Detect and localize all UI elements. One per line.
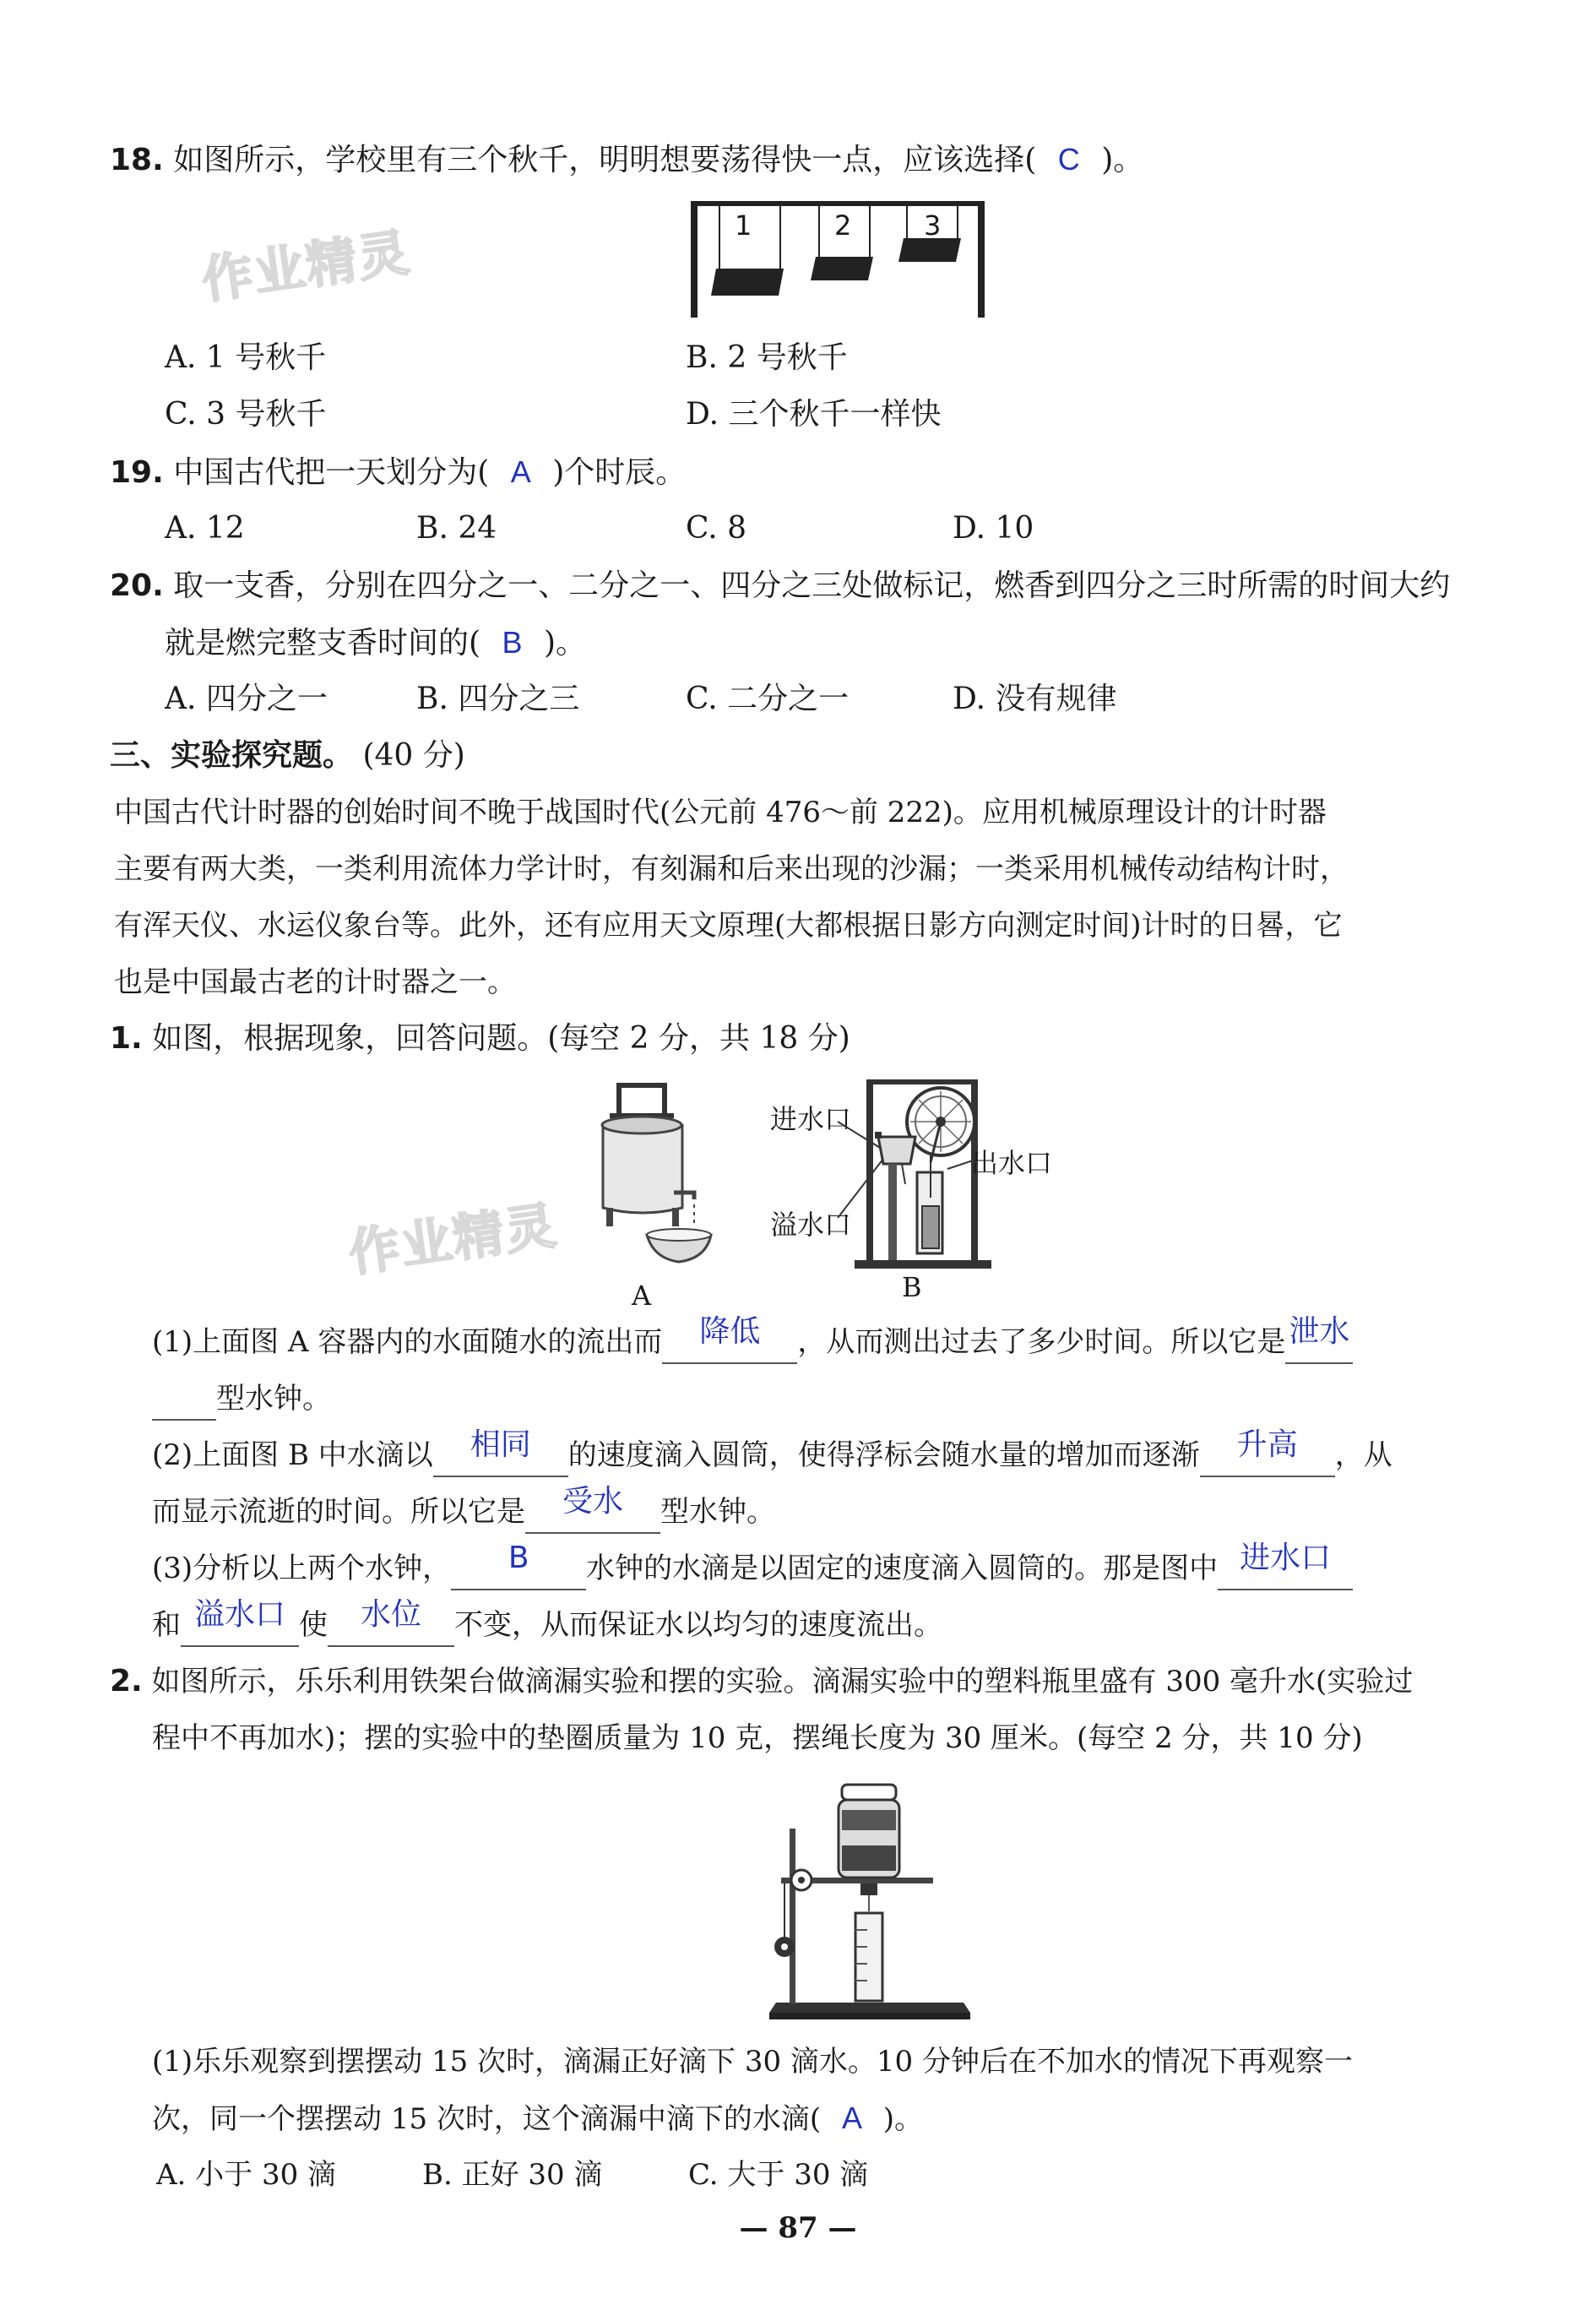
p1-answer-1: 降低 [699,1314,761,1349]
p1-sub1-end: 型水钟。 [216,1382,331,1416]
leader-lines [836,1115,895,1225]
q18-number: 18. [110,143,164,177]
q19-stem: 中国古代把一天划分为( [173,455,490,490]
p1-answer-2: 泄水 [1289,1314,1350,1349]
q19-end: )个时辰。 [552,455,687,490]
section3-intro-line: 也是中国最古老的计时器之一。 [114,965,516,999]
p1-blank-2-cont [152,1378,216,1421]
q18-option-a: A. 1 号秋千 [165,340,327,375]
q18-stem: 如图所示，学校里有三个秋千，明明想要荡得快一点，应该选择( [173,143,1037,177]
p1-sub2-line-2 [152,1484,775,1534]
watermark-logo: 作业精灵 [198,223,415,311]
swing-label-2: 2 [834,209,852,242]
p1-sub1-text: (1)上面图 A 容器内的水面随水的流出而 [152,1325,663,1359]
p1-sub2-text: 的速度滴入圆筒，使得浮标会随水量的增加而逐渐 [567,1438,1200,1472]
p1-stem: 如图，根据现象，回答问题。(每空 2 分，共 18 分) [152,1021,850,1056]
iron-stand-figure [764,1778,975,2023]
q18-option-c: C. 3 号秋千 [165,397,327,432]
p1-answer-6: B [508,1541,529,1575]
p1-sub3-line-2 [152,1597,942,1647]
p1-blank-2 [1285,1314,1353,1364]
p1-answer-7: 进水口 [1240,1541,1332,1575]
section3-title: 三、实验探究题。 [110,738,354,773]
p1-sub2-line [152,1427,1392,1477]
q20-option-a: A. 四分之一 [165,682,328,716]
leader-line-outlet [946,1149,974,1174]
q19-option-c: C. 8 [686,511,747,546]
p1-sub3-text: 使 [299,1608,328,1642]
p1-answer-9: 水位 [360,1597,421,1632]
p2-sub1-line-2 [152,2098,923,2139]
p1-sub3-text: 和 [152,1608,181,1642]
water-clock-a-figure [591,1081,718,1275]
q19-answer: A [510,454,531,489]
p1-answer-8: 溢水口 [193,1597,285,1632]
q19-number: 19. [110,455,164,490]
q20-stem: 取一支香，分别在四分之一、二分之一、四分之三处做标记，燃香到四分之三时所需的时间大约 [173,568,1451,603]
q20-option-c: C. 二分之一 [686,682,850,716]
p1-sub3-text: 水钟的水滴是以固定的速度滴入圆筒的。那是图中 [586,1552,1219,1585]
q20-stem-line-2 [165,622,586,664]
p2-stem-line [110,1661,1413,1702]
p1-answer-3: 相同 [470,1427,531,1462]
p1-blank-1 [662,1314,797,1364]
q19-stem-line [110,452,686,493]
p1-answer-4: 升高 [1236,1427,1298,1462]
p2-stem-1: 如图所示，乐乐利用铁架台做滴漏实验和摆的实验。滴漏实验中的塑料瓶里盛有 300 毫升水(实验过 [151,1665,1414,1699]
q20-stem-line [110,566,1450,606]
swing-label-3: 3 [924,209,942,242]
q20-answer: B [502,625,523,660]
watermark-logo: 作业精灵 [345,1196,562,1284]
section3-intro-line: 主要有两大类，一类利用流体力学计时，有刻漏和后来出现的沙漏；一类采用机械传动结构计时， [114,852,1349,886]
p1-sub3-text: (3)分析以上两个水钟， [152,1552,452,1585]
p1-blank-7 [1218,1541,1353,1590]
section3-score: (40 分) [362,738,465,773]
q20-stem-2: 就是燃完整支香时间的( [165,626,481,660]
p1-number: 1. [110,1021,143,1056]
p2-stem-line-2: 程中不再加水)；摆的实验中的垫圈质量为 10 克，摆绳长度为 30 厘米。(每空 2 分，共 10 分) [152,1721,1363,1755]
p1-blank-3 [433,1427,568,1477]
p1-sub1-line [152,1314,1353,1364]
p1-sub2-text: ，从 [1334,1438,1392,1472]
p1-sub2-end: 型水钟。 [660,1495,775,1529]
q20-end: )。 [543,626,587,660]
q19-option-d: D. 10 [953,511,1034,546]
q18-end: )。 [1101,143,1144,177]
page-number: — 87 — [739,2211,857,2245]
p1-sub2-text: 而显示流逝的时间。所以它是 [152,1495,525,1529]
section3-intro-line: 有浑天仪、水运仪象台等。此外，还有应用天文原理(大都根据日影方向测定时间)计时的日晷，它 [114,909,1343,943]
p2-option-a: A. 小于 30 滴 [156,2158,337,2192]
label-overflow: 溢水口 [770,1209,852,1241]
p2-sub1-line: (1)乐乐观察到摆摆动 15 次时，滴漏正好滴下 30 滴水。10 分钟后在不加水的情况下再观察一 [152,2045,1353,2079]
q20-number: 20. [110,568,164,603]
p2-number: 2. [110,1664,143,1699]
q20-option-d: D. 没有规律 [953,682,1117,716]
q18-option-d: D. 三个秋千一样快 [686,397,942,432]
figure-label-a: A [632,1280,652,1312]
p1-answer-5: 受水 [562,1484,623,1519]
p1-sub1-line-2 [152,1378,331,1421]
p2-option-c: C. 大于 30 滴 [688,2158,869,2192]
p2-option-b: B. 正好 30 滴 [422,2158,603,2192]
q20-option-b: B. 四分之三 [416,682,580,716]
p1-sub3-end: 不变，从而保证水以均匀的速度流出。 [454,1608,942,1642]
p1-blank-5 [525,1484,660,1534]
section3-intro-line: 中国古代计时器的创始时间不晚于战国时代(公元前 476～前 222)。应用机械原理设计的计时器 [114,796,1327,829]
p1-blank-8 [181,1597,299,1647]
q18-stem-line [110,139,1143,181]
p2-sub1-end: )。 [882,2102,924,2136]
p2-sub1-text: 次，同一个摆摆动 15 次时，这个滴漏中滴下的水滴( [152,2102,822,2136]
q18-answer: C [1057,142,1080,177]
p1-sub3-line [152,1541,1353,1590]
label-inlet: 进水口 [770,1103,852,1135]
label-outlet: 出水口 [971,1147,1053,1179]
p1-sub1-text: ，从而测出过去了多少时间。所以它是 [797,1325,1286,1359]
p1-sub2-text: (2)上面图 B 中水滴以 [152,1438,433,1472]
figure-label-b: B [902,1271,922,1303]
p2-answer: A [841,2101,862,2135]
q19-option-b: B. 24 [416,511,497,546]
swing-label-1: 1 [735,209,752,242]
q18-option-b: B. 2 号秋千 [686,340,848,375]
q19-option-a: A. 12 [165,511,245,546]
p1-stem-line [110,1019,850,1059]
p1-blank-6 [451,1541,586,1590]
section3-heading [110,736,465,776]
p1-blank-4 [1200,1427,1335,1477]
p1-blank-9 [328,1597,454,1647]
